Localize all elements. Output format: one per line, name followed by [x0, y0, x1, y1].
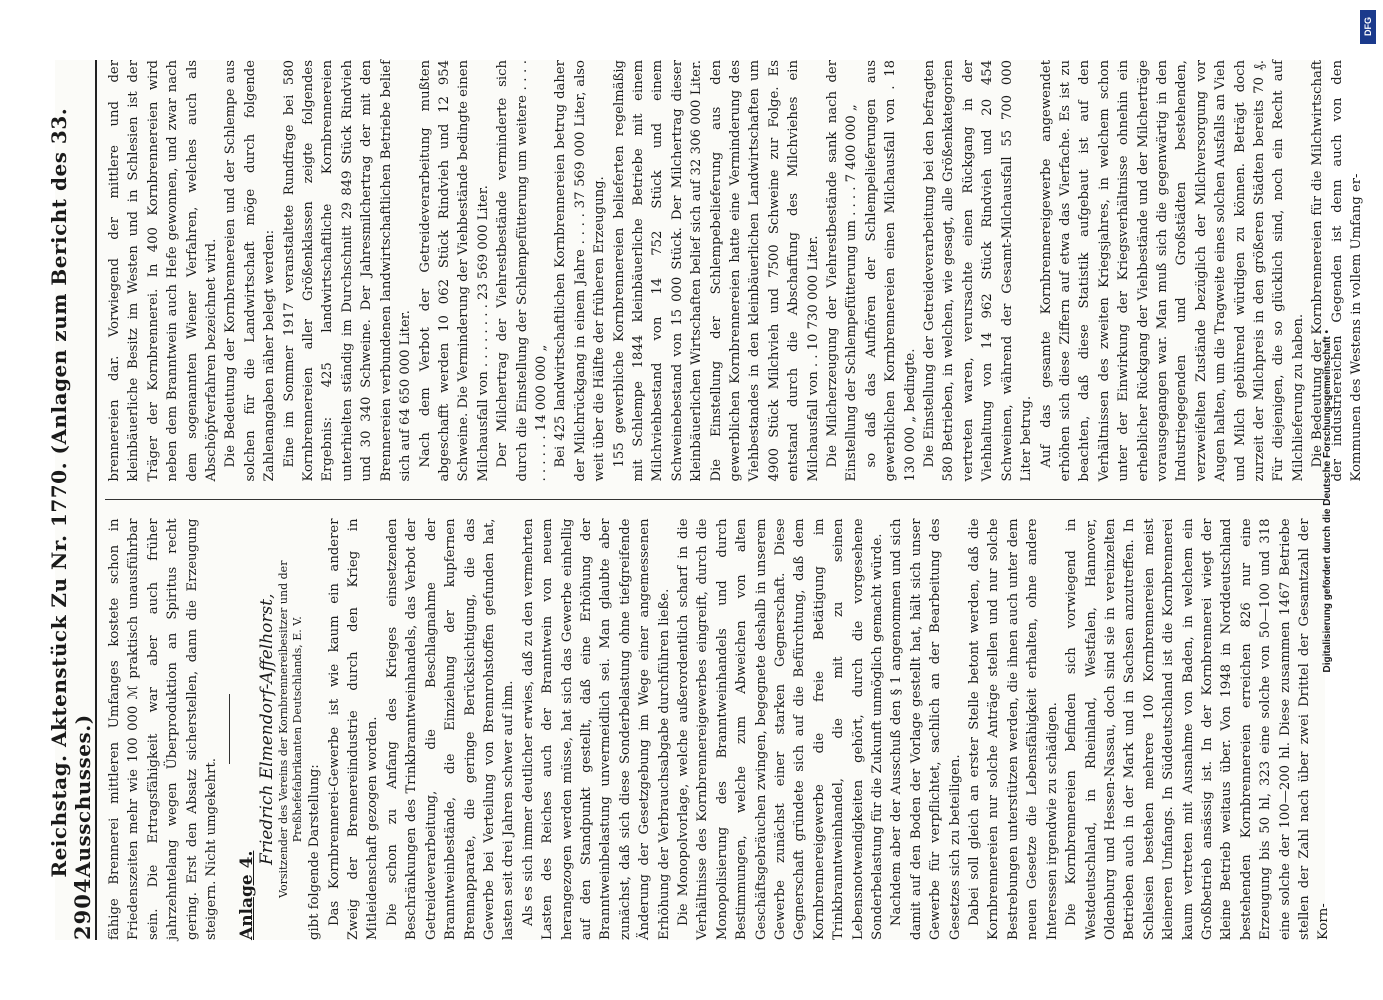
paragraph: Die Bedeutung der Kornbrennereien und der Schlempe aus solchen für die Landwirtschaft möge durch folgende Zahlenangaben näher belegt werden:	[223, 60, 278, 482]
page-number: 2904	[70, 877, 95, 940]
page-title: Reichstag. Aktenstück Zu Nr. 1770. (Anlagen zum Bericht des 33. Ausschusses.)	[47, 107, 95, 878]
paragraph: Dabei soll gleich an erster Stelle betont werden, daß die Kornbrennereien nur solche Anträge stellen und nur solche Bestrebungen unterstützen werden, die ihnen auch unter dem neuen Gesetze die Lebensfähigkeit erhalten, ohne andere Interessen irgendwie zu schädigen.	[967, 518, 1060, 940]
paragraph: 155 gewerbliche Kornbrennereien belieferten regelmäßig mit Schlempe 1844 kleinbäuerliche Betriebe mit einem Milchviehbestand von 14 752 Stück und einem Schweinebestand von 15 000 Stück. Der Milchertrag dieser kleinbäuerlichen Wirtschaften belief sich auf 32 306 000 Liter. Die Einstellung der Schlempebelieferung aus den gewerblichen Kornbrennereien hatte eine Verminderung des Viehbestandes in den kleinbäuerlichen Landwirtschaften um 4900 Stück Milchvieh und 7500 Schweine zur Folge. Es entstand durch die Abschaffung des Milchviehes ein Milchausfall von . . 10 730 000 Liter.	[611, 60, 821, 482]
paragraph: Auf das gesamte Kornbrennereigewerbe angewendet erhöhen sich diese Ziffern auf etwa das Vierfache. Es ist zu beachten, daß diese Statistik aufgebaut ist auf den Verhältnissen des zweiten Kriegsjahres, in welchem schon unter der Einwirkung der Kriegsverhältnisse ohnehin ein erheblicher Rückgang der Viehbestände und der Milcherträge vorausgegangen war. Man muß sich die gegenwärtig in den Industriegegenden und Großstädten bestehenden, verzweifelten Zustände bezüglich der Milchversorgung vor Augen halten, um die Tragweite eines solchen Ausfalls an Vieh und Milch gebührend würdigen zu können. Beträgt doch zurzeit der Milchpreis in den größeren Städten bereits 70 ₰. Für diejenigen, die so glücklich sind, noch ein Recht auf Milchlieferung zu haben.	[1038, 60, 1306, 482]
dfg-logo: DFG	[1360, 10, 1376, 44]
paragraph: Nach dem Verbot der Getreideverarbeitung mußten abgeschafft werden 10 062 Stück Rindvieh und 12 954 Schweine. Die Verminderung der Viehbestände bedingte einen Milchausfall von . . . . . . . . 23 569 000 Liter.	[417, 60, 491, 482]
paragraph: Der Milchertrag der Viehrestbestände verminderte sich durch die Einstellung der Schlempefütterung um weitere . . . . . . . . . . 14 000 000 „	[495, 60, 549, 482]
paragraph: Bei 425 landwirtschaftlichen Kornbrennereien betrug daher der Milchrückgang in einem Jahre . . . . 37 569 000 Liter, also weit über die Hälfte der früheren Erzeugung.	[553, 60, 608, 482]
right-column	[105, 60, 1364, 482]
author-affiliation: Vorsitzender des Vereins der Kornbrennereibesitzer und der Preßhefefabrikanten Deutschlands, E. V.	[277, 560, 305, 898]
paragraph: Eine im Sommer 1917 veranstaltete Rundfrage bei 580 Kornbrennereien aller Größenklassen zeigte folgendes Ergebnis: 425 landwirtschaftliche Kornbrennereien unterhielten ständig im Durchschnitt 29 849 Stück Rindvieh und 30 340 Schweine. Der Jahresmilchertrag der mit den Brennereien verbundenen landwirtschaftlichen Betriebe belief sich auf 64 650 000 Liter.	[281, 60, 414, 482]
author-name: Friedrich Elmendorf-Affelhorst,	[256, 593, 277, 865]
paragraph: Die schon zu Anfang des Krieges einsetzenden Beschränkungen des Trinkbranntweinhandels, das Verbot der Getreideverarbeitung, die Beschlagnahme der Branntweinbestände, die Einziehung der kupfernen Brennapparate, die geringe Berücksichtigung, die das Gewerbe bei Verteilung von Brennrohstoffen gefunden hat, lasten seit drei Jahren schwer auf ihm.	[384, 518, 517, 940]
paragraph: brennereien dar. Vorwiegend der mittlere und der kleinbäuerliche Besitz im Westen und in Schlesien ist der Träger der Kornbrennerei. In 400 Kornbrennereien wird neben dem Branntwein auch Hefe gewonnen, und zwar nach dem sogenannten Wiener Verfahren, welches auch als Abschöpfverfahren bezeichnet wird.	[107, 60, 220, 482]
paragraph: Die Milcherzeugung der Viehrestbestände sank nach der Einstellung der Schlempefütterung um . . . . 7 400 000 „	[825, 60, 860, 482]
paragraph: Das Kornbrennerei-Gewerbe ist wie kaum ein anderer Zweig der Brennereiindustrie durch den Krieg in Mitleidenschaft gezogen worden.	[326, 518, 381, 940]
paragraph: Die Kornbrennereien befinden sich vorwiegend in Westdeutschland, in Rheinland, Westfalen, Hannover, Oldenburg und Hessen-Nassau, doch sind sie in vereinzelten Betrieben auch in der Mark und in Sachsen anzutreffen. In Schlesien bestehen mehrere 100 Kornbrennereien meist kleineren Umfangs. In Süddeutschland ist die Kornbrennerei kaum vertreten mit Ausnahme von Baden, in welchem ein Großbetrieb ansässig ist. In der Kornbrennerei wiegt der kleine Betrieb weitaus über. Von 1948 in Norddeutschland bestehenden Kornbrennereien erreichen 826 nur eine Erzeugung bis 50 hl, 323 eine solche von 50—100 und 318 eine solche der 100—200 hl. Diese zusammen 1467 Betriebe stellen der Zahl nach über zwei Drittel der Gesamtzahl der Korn-	[1064, 518, 1332, 940]
paragraph: so daß das Aufhören der Schlempelieferungen aus gewerblichen Kornbrennereien einen Milchausfall von . 18 130 000 „ bedingte.	[863, 60, 918, 482]
divider	[229, 694, 230, 764]
paragraph: fähige Brennerei mittleren Umfanges kostete schon in Friedenszeiten mehr wie 100 000 ℳ praktisch unausführbar sein. Die Ertragsfähigkeit war aber auch früher jahrzehntelang wegen Überproduktion an Spiritus recht gering. Erst den Absatz sicherstellen, dann die Erzeugung steigern. Nicht umgekehrt.	[107, 518, 220, 940]
left-column	[105, 518, 1332, 941]
paragraph: Die Bedeutung der Kornbrennereien für die Milchwirtschaft der industriereichen Gegenden ist denn auch von den Kommunen des Westens in vollem Umfang er-	[1310, 60, 1364, 482]
section-heading: Anlage 4.	[237, 850, 258, 940]
paragraph: Die Einstellung der Getreideverarbeitung bei den befragten 580 Betrieben, in welchen, wie gesagt, alle Größenkategorien vertreten waren, verursachte einen Rückgang in der Viehhaltung von 14 962 Stück Rindvieh und 20 454 Schweinen, während der Gesamt-Milchausfall 55 700 000 Liter betrug.	[922, 60, 1035, 482]
paragraph: Nachdem aber der Ausschuß den § 1 angenommen und sich damit auf den Boden der Vorlage gestellt hat, hält sich unser Gewerbe für verpflichtet, sachlich an der Bearbeitung des Gesetzes sich zu beteiligen.	[889, 518, 963, 940]
paragraph: Die Monopolvorlage, welche außerordentlich scharf in die Verhältnisse des Kornbrennereigewerbes eingreift, durch die Monopolisierung des Branntweinhandels und durch Bestimmungen, welche zum Abweichen von alten Geschäftsgebräuchen zwingen, begegnete deshalb in unserem Gewerbe zunächst einer starken Gegnerschaft. Diese Gegnerschaft gründete sich auf die Befürchtung, daß dem Kornbrennereigewerbe die freie Betätigung im Trinkbranntweinhandel, die mit zu seinen Lebensnotwendigkeiten gehört, durch die vorgesehene Sonderbelastung für die Zukunft unmöglich gemacht würde.	[675, 518, 886, 940]
paragraph: gibt folgende Darstellung:	[307, 764, 323, 940]
paragraph: Als es sich immer deutlicher erwies, daß zu den vermehrten Lasten des Reiches auch der Branntwein von neuem herangezogen werden müsse, hat sich das Gewerbe einhellig auf den Standpunkt gestellt, daß eine Erhöhung der Branntweinbelastung unvermeidlich sei. Man glaubte aber zunächst, daß sich diese Sonderbelastung ohne tiefgreifende Änderung der Gesetzgebung im Wege einer angemessenen Erhöhung der Verbrauchsabgabe durchführen ließe.	[520, 518, 672, 940]
page-header	[47, 60, 97, 940]
digitization-note: Digitalisierung gefördert durch die Deutsche Forschungsgemeinschaft •	[1322, 330, 1333, 673]
column-divider	[105, 500, 1325, 501]
